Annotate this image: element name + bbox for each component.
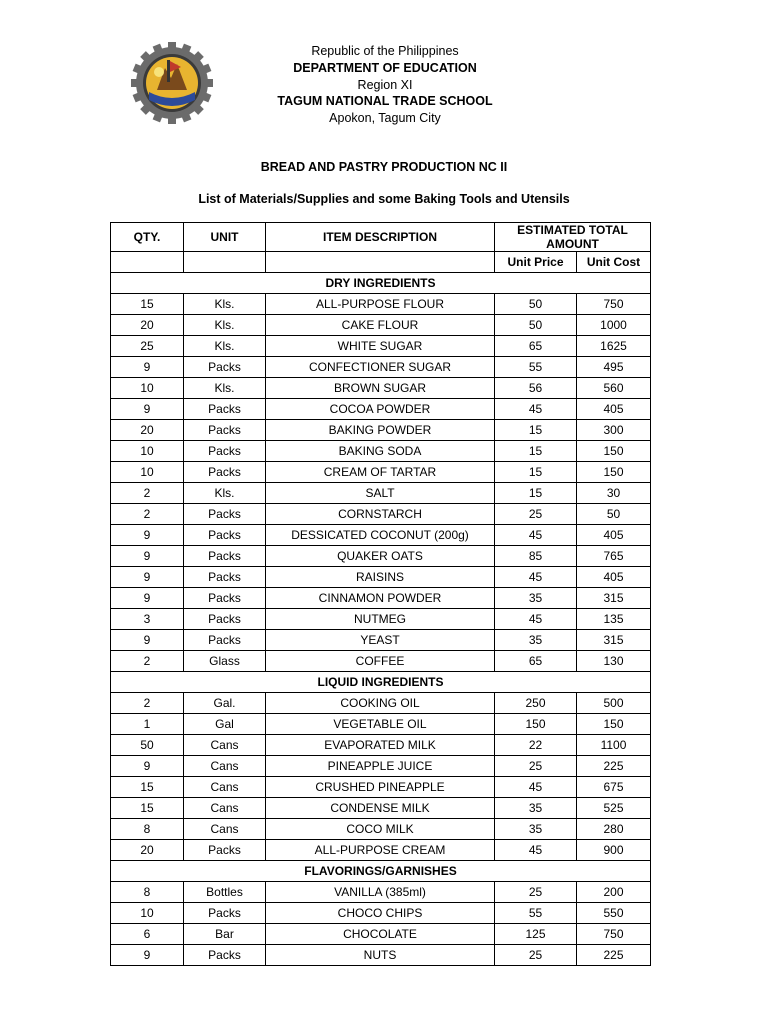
cell-unit: Packs [184,630,266,651]
cell-qty: 9 [111,630,184,651]
course-title: BREAD AND PASTRY PRODUCTION NC II [260,160,508,174]
section-heading: LIQUID INGREDIENTS [111,672,651,693]
cell-description: CONFECTIONER SUGAR [266,357,495,378]
table-row [111,819,651,840]
cell-description: YEAST [266,630,495,651]
table-row [111,336,651,357]
cell-qty: 2 [111,651,184,672]
cell-qty: 20 [111,840,184,861]
cell-unit: Packs [184,840,266,861]
cell-description: VANILLA (385ml) [266,882,495,903]
cell-unit-cost: 50 [577,504,651,525]
cell-unit: Packs [184,420,266,441]
table-row [111,399,651,420]
table-subheader-row [111,252,651,273]
cell-unit-price: 25 [495,756,577,777]
document-header [230,43,540,127]
table-header-row [111,223,651,252]
cell-description: EVAPORATED MILK [266,735,495,756]
cell-description: VEGETABLE OIL [266,714,495,735]
header-region: Region XI [357,77,413,92]
section-heading: DRY INGREDIENTS [111,273,651,294]
school-seal-icon [131,42,213,124]
table-row [111,357,651,378]
header-address: Apokon, Tagum City [329,111,441,126]
cell-unit-cost: 765 [577,546,651,567]
cell-description: BROWN SUGAR [266,378,495,399]
cell-description: ALL-PURPOSE FLOUR [266,294,495,315]
cell-description: QUAKER OATS [266,546,495,567]
cell-unit-price: 45 [495,609,577,630]
cell-unit-price: 85 [495,546,577,567]
header-estimated-total: ESTIMATED TOTAL AMOUNT [495,223,651,252]
cell-unit-cost: 495 [577,357,651,378]
cell-unit-cost: 135 [577,609,651,630]
table-row [111,567,651,588]
header-unit: UNIT [184,223,266,252]
cell-unit-cost: 150 [577,462,651,483]
cell-description: CONDENSE MILK [266,798,495,819]
cell-qty: 15 [111,777,184,798]
cell-description: CORNSTARCH [266,504,495,525]
cell-unit-cost: 1100 [577,735,651,756]
cell-description: CRUSHED PINEAPPLE [266,777,495,798]
cell-qty: 9 [111,399,184,420]
cell-unit-price: 50 [495,315,577,336]
section-row [111,672,651,693]
cell-unit-price: 50 [495,294,577,315]
cell-unit-price: 35 [495,798,577,819]
table-row [111,693,651,714]
cell-unit: Cans [184,819,266,840]
cell-qty: 25 [111,336,184,357]
header-school: TAGUM NATIONAL TRADE SCHOOL [277,94,493,109]
cell-unit-cost: 150 [577,441,651,462]
table-row [111,420,651,441]
table-row [111,441,651,462]
header-qty: QTY. [111,223,184,252]
cell-unit-price: 45 [495,567,577,588]
cell-qty: 20 [111,315,184,336]
table-row [111,924,651,945]
cell-description: CREAM OF TARTAR [266,462,495,483]
header-unit-cost: Unit Cost [577,252,651,273]
cell-unit-price: 45 [495,399,577,420]
cell-qty: 2 [111,504,184,525]
cell-description: NUTS [266,945,495,966]
cell-unit: Packs [184,588,266,609]
cell-unit: Cans [184,777,266,798]
cell-unit: Cans [184,798,266,819]
cell-unit: Kls. [184,378,266,399]
cell-unit-cost: 300 [577,420,651,441]
header-unit-price: Unit Price [495,252,577,273]
cell-unit-price: 35 [495,588,577,609]
cell-unit: Packs [184,609,266,630]
table-row [111,798,651,819]
cell-unit-cost: 130 [577,651,651,672]
cell-qty: 10 [111,378,184,399]
materials-table [110,222,651,966]
cell-qty: 9 [111,945,184,966]
cell-description: BAKING SODA [266,441,495,462]
cell-qty: 6 [111,924,184,945]
cell-qty: 15 [111,798,184,819]
list-title: List of Materials/Supplies and some Baking Tools and Utensils [198,192,570,206]
cell-unit-price: 22 [495,735,577,756]
cell-description: SALT [266,483,495,504]
cell-unit-cost: 405 [577,567,651,588]
cell-unit: Packs [184,399,266,420]
cell-unit: Packs [184,525,266,546]
cell-unit: Cans [184,735,266,756]
table-row [111,630,651,651]
cell-qty: 9 [111,546,184,567]
cell-unit: Packs [184,462,266,483]
cell-unit-cost: 550 [577,903,651,924]
cell-unit: Glass [184,651,266,672]
table-row [111,945,651,966]
cell-description: COCOA POWDER [266,399,495,420]
cell-unit-price: 250 [495,693,577,714]
table-row [111,546,651,567]
cell-description: WHITE SUGAR [266,336,495,357]
table-row [111,525,651,546]
subheader-blank [266,252,495,273]
cell-unit: Packs [184,546,266,567]
cell-description: CHOCOLATE [266,924,495,945]
cell-unit-price: 45 [495,777,577,798]
cell-unit: Packs [184,567,266,588]
cell-unit: Packs [184,441,266,462]
cell-unit-cost: 525 [577,798,651,819]
cell-description: NUTMEG [266,609,495,630]
cell-qty: 2 [111,693,184,714]
cell-unit: Packs [184,357,266,378]
cell-unit: Bar [184,924,266,945]
subheader-blank [184,252,266,273]
cell-unit-price: 65 [495,336,577,357]
cell-qty: 8 [111,882,184,903]
cell-unit-price: 56 [495,378,577,399]
table-row [111,840,651,861]
cell-unit-cost: 750 [577,294,651,315]
cell-unit: Bottles [184,882,266,903]
cell-unit-cost: 405 [577,525,651,546]
table-row [111,651,651,672]
cell-unit: Packs [184,504,266,525]
cell-unit-price: 15 [495,462,577,483]
cell-unit-price: 45 [495,840,577,861]
cell-unit-cost: 1625 [577,336,651,357]
cell-unit-price: 25 [495,504,577,525]
cell-unit: Gal. [184,693,266,714]
cell-description: RAISINS [266,567,495,588]
section-heading: FLAVORINGS/GARNISHES [111,861,651,882]
table-row [111,504,651,525]
header-department: DEPARTMENT OF EDUCATION [293,60,477,75]
cell-description: DESSICATED COCONUT (200g) [266,525,495,546]
cell-qty: 50 [111,735,184,756]
cell-unit-price: 15 [495,441,577,462]
cell-qty: 10 [111,903,184,924]
cell-unit-price: 150 [495,714,577,735]
cell-unit-price: 125 [495,924,577,945]
cell-unit-cost: 150 [577,714,651,735]
cell-qty: 9 [111,357,184,378]
table-body [111,273,651,966]
cell-unit: Kls. [184,336,266,357]
cell-qty: 9 [111,525,184,546]
cell-qty: 15 [111,294,184,315]
table-row [111,483,651,504]
cell-unit: Gal [184,714,266,735]
cell-description: COFFEE [266,651,495,672]
table-row [111,735,651,756]
cell-unit-price: 25 [495,882,577,903]
cell-description: COOKING OIL [266,693,495,714]
table-row [111,714,651,735]
cell-unit-cost: 750 [577,924,651,945]
cell-unit: Packs [184,945,266,966]
cell-qty: 10 [111,441,184,462]
cell-unit-cost: 315 [577,630,651,651]
cell-qty: 20 [111,420,184,441]
cell-description: ALL-PURPOSE CREAM [266,840,495,861]
subheader-blank [111,252,184,273]
cell-unit: Kls. [184,315,266,336]
cell-unit-cost: 900 [577,840,651,861]
section-row [111,861,651,882]
cell-unit-cost: 200 [577,882,651,903]
cell-unit-price: 55 [495,357,577,378]
table-row [111,882,651,903]
cell-unit-cost: 315 [577,588,651,609]
table-row [111,609,651,630]
table-row [111,315,651,336]
table-row [111,378,651,399]
cell-unit-cost: 30 [577,483,651,504]
cell-unit-cost: 280 [577,819,651,840]
header-description: ITEM DESCRIPTION [266,223,495,252]
cell-unit: Kls. [184,294,266,315]
table-row [111,462,651,483]
cell-description: CHOCO CHIPS [266,903,495,924]
cell-unit-cost: 500 [577,693,651,714]
cell-unit-cost: 675 [577,777,651,798]
table-row [111,294,651,315]
cell-description: CINNAMON POWDER [266,588,495,609]
section-row [111,273,651,294]
table-row [111,588,651,609]
cell-unit-cost: 560 [577,378,651,399]
cell-unit-price: 15 [495,420,577,441]
cell-qty: 9 [111,756,184,777]
cell-qty: 9 [111,567,184,588]
cell-unit-price: 15 [495,483,577,504]
cell-description: BAKING POWDER [266,420,495,441]
table-row [111,756,651,777]
cell-unit-cost: 225 [577,756,651,777]
cell-unit: Cans [184,756,266,777]
cell-unit: Kls. [184,483,266,504]
cell-unit-price: 55 [495,903,577,924]
cell-unit-price: 25 [495,945,577,966]
cell-unit-cost: 1000 [577,315,651,336]
cell-unit-price: 35 [495,819,577,840]
cell-unit-cost: 225 [577,945,651,966]
cell-description: CAKE FLOUR [266,315,495,336]
cell-qty: 3 [111,609,184,630]
table-row [111,777,651,798]
cell-unit: Packs [184,903,266,924]
cell-unit-price: 65 [495,651,577,672]
cell-qty: 10 [111,462,184,483]
header-country: Republic of the Philippines [311,44,459,58]
table-row [111,903,651,924]
cell-qty: 2 [111,483,184,504]
cell-description: PINEAPPLE JUICE [266,756,495,777]
cell-qty: 9 [111,588,184,609]
cell-qty: 1 [111,714,184,735]
cell-unit-price: 45 [495,525,577,546]
cell-unit-price: 35 [495,630,577,651]
cell-description: COCO MILK [266,819,495,840]
cell-unit-cost: 405 [577,399,651,420]
cell-qty: 8 [111,819,184,840]
